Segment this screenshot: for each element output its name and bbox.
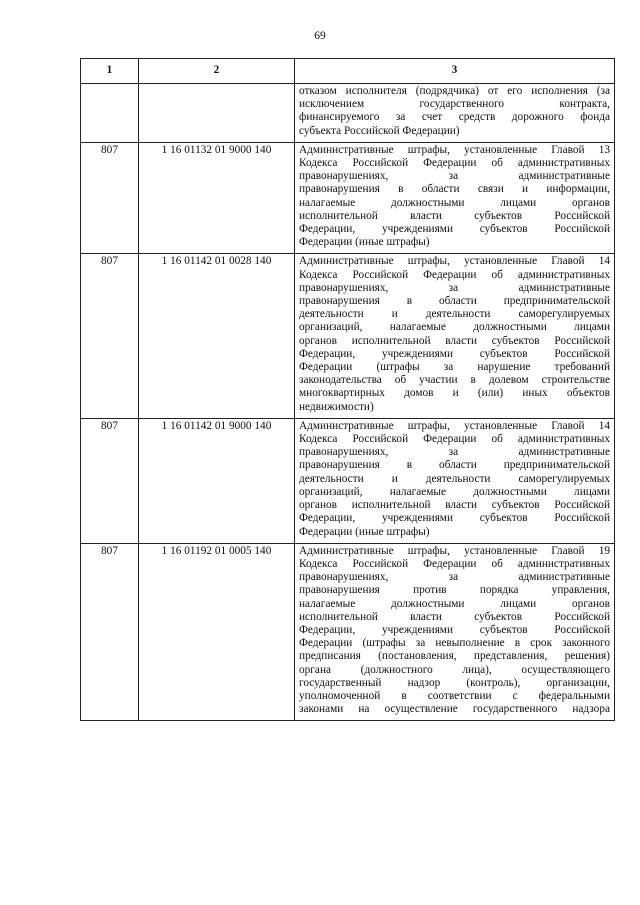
description-line: недвижимости): [299, 400, 374, 413]
table-header-row: [81, 59, 615, 84]
description-line: налагаемые должностными лицами органов: [299, 597, 610, 610]
budget-classification-code-cell: 1 16 01142 01 0028 140: [139, 254, 295, 418]
description-line: правонарушения в области предпринимательской: [299, 459, 610, 472]
description-line: законами на осуществление государственного надзора: [299, 703, 610, 716]
description-line: правонарушения против порядка управления,: [299, 584, 610, 597]
budget-classification-code-cell: 1 16 01132 01 9000 140: [139, 142, 295, 254]
description-line: финансируемого за счет средств дорожного фонда: [299, 111, 610, 124]
description-line: правонарушениях, за административные: [299, 281, 610, 294]
description-line: Федерации (штрафы за нарушение требований: [299, 361, 610, 374]
description-line: деятельности и деятельности саморегулируемых: [299, 308, 610, 321]
page-number: 69: [314, 30, 326, 42]
admin-code-cell: 807: [81, 254, 139, 418]
description-line: Административные штрафы, установленные Главой 19: [299, 544, 610, 557]
description-line: исполнительной власти субъектов Российской: [299, 209, 610, 222]
admin-code-cell: 807: [81, 142, 139, 254]
admin-code-cell: 807: [81, 543, 139, 721]
description-line: Федерации, учреждениями субъектов Российской: [299, 512, 610, 525]
description-line: предписания (постановления, представления, решения): [299, 650, 610, 663]
description-line: правонарушениях, за административные: [299, 446, 610, 459]
description-line: Кодекса Российской Федерации об административных: [299, 157, 610, 170]
description-line: Кодекса Российской Федерации об административных: [299, 268, 610, 281]
description-line: Административные штрафы, установленные Главой 13: [299, 143, 610, 156]
admin-code-cell: 807: [81, 418, 139, 543]
description-line: Федерации, учреждениями субъектов Российской: [299, 623, 610, 636]
description-line: Административные штрафы, установленные Главой 14: [299, 419, 610, 432]
column-header-2: 2: [139, 59, 295, 84]
description-line: организаций, налагаемые должностными лицами: [299, 321, 610, 334]
revenue-description-cell: [295, 543, 615, 721]
admin-code-cell: [81, 84, 139, 143]
description-line: многоквартирных домов и (или) иных объектов: [299, 387, 610, 400]
table-row: [81, 84, 615, 143]
description-line: Кодекса Российской Федерации об административных: [299, 557, 610, 570]
description-line: правонарушениях, за административные: [299, 170, 610, 183]
description-line: правонарушения в области предпринимательской: [299, 295, 610, 308]
table-row: [81, 418, 615, 543]
budget-codes-table: [80, 58, 615, 721]
column-header-3: 3: [295, 59, 615, 84]
description-line: правонарушения в области связи и информации,: [299, 183, 610, 196]
description-line: исключением государственного контракта,: [299, 98, 610, 111]
description-line: Федерации, учреждениями субъектов Российской: [299, 223, 610, 236]
description-line: Федерации (иные штрафы): [299, 525, 430, 538]
description-line: государственный надзор (контроль), организации,: [299, 676, 610, 689]
description-line: Федерации, учреждениями субъектов Российской: [299, 347, 610, 360]
description-line: деятельности и деятельности саморегулируемых: [299, 472, 610, 485]
description-line: субъекта Российской Федерации): [299, 124, 460, 137]
description-line: Федерации (иные штрафы): [299, 236, 430, 249]
budget-classification-code-cell: 1 16 01192 01 0005 140: [139, 543, 295, 721]
revenue-description-cell: [295, 84, 615, 143]
description-line: органов исполнительной власти субъектов Российской: [299, 334, 610, 347]
description-line: исполнительной власти субъектов Российской: [299, 610, 610, 623]
description-line: налагаемые должностными лицами органов: [299, 196, 610, 209]
description-line: отказом исполнителя (подрядчика) от его исполнения (за: [299, 85, 610, 97]
column-header-1: 1: [81, 59, 139, 84]
budget-classification-code-cell: 1 16 01142 01 9000 140: [139, 418, 295, 543]
revenue-description-cell: [295, 418, 615, 543]
table-row: [81, 543, 615, 721]
description-line: уполномоченной в соответствии с федеральными: [299, 689, 610, 702]
description-line: Кодекса Российской Федерации об административных: [299, 433, 610, 446]
revenue-description-cell: [295, 142, 615, 254]
revenue-description-cell: [295, 254, 615, 418]
description-line: организаций, налагаемые должностными лицами: [299, 485, 610, 498]
description-line: органов исполнительной власти субъектов Российской: [299, 499, 610, 512]
description-line: правонарушениях, за административные: [299, 571, 610, 584]
table-row: [81, 254, 615, 418]
description-line: Федерации (штрафы за невыполнение в срок законного: [299, 637, 610, 650]
description-line: законодательства об участии в долевом строительстве: [299, 374, 610, 387]
description-line: органа (должностного лица), осуществляющего: [299, 663, 610, 676]
table-row: [81, 142, 615, 254]
budget-classification-code-cell: [139, 84, 295, 143]
description-line: Административные штрафы, установленные Главой 14: [299, 255, 610, 268]
